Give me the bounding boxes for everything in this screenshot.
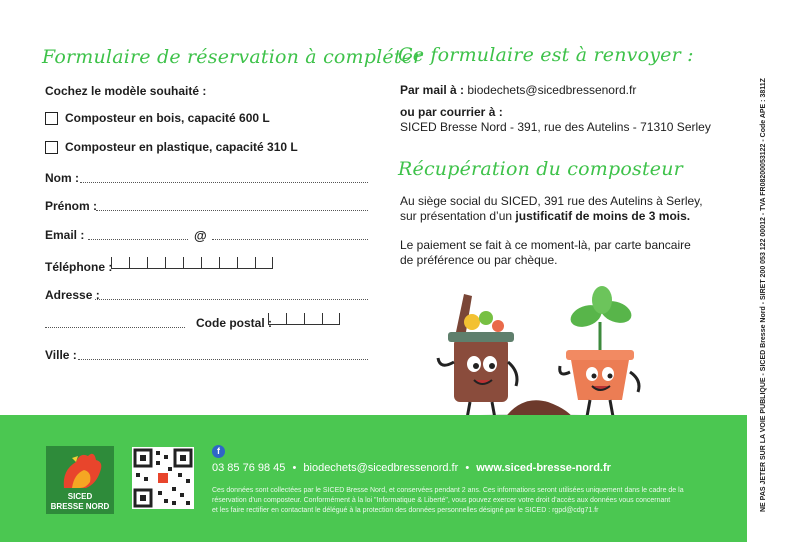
mail-line: [400, 82, 636, 98]
at-sign: @: [194, 228, 207, 243]
telephone-label: Téléphone :: [45, 260, 113, 274]
prenom-label: Prénom :: [45, 199, 98, 213]
contact-line: [212, 462, 611, 474]
recup-text-line1: Au siège social du SICED, 391 rue des Autelins à Serley,: [400, 194, 703, 208]
payment-line1: Le paiement se fait à ce moment-là, par carte bancaire: [400, 238, 691, 252]
legal-line: réservation d'un composteur. Conformément à la loi "Informatique & Liberté", vous pouvez exercer votre droit d'accès aux données vous concernant: [212, 497, 671, 504]
adresse-label: Adresse :: [45, 288, 100, 302]
code-postal-label: Code postal :: [196, 316, 273, 330]
separator: •: [465, 462, 470, 474]
logo-text-line1: SICED: [67, 492, 93, 501]
qr-code[interactable]: [132, 447, 194, 509]
website-link[interactable]: www.siced-bresse-nord.fr: [476, 462, 611, 474]
legal-line: Ces données sont collectées par le SICED Bresse Nord, et conservées pendant 2 ans. Ces informations seront utilisées uniquement dans le cadre de la: [212, 487, 684, 494]
adresse-field-line2[interactable]: [45, 327, 185, 328]
facebook-icon[interactable]: f: [212, 445, 225, 458]
prenom-field[interactable]: [96, 210, 368, 211]
recup-text-line2: [400, 208, 690, 224]
recup-text-bold: justificatif de moins de 3 mois.: [515, 209, 691, 223]
recuperation-title: Récupération du composteur: [398, 158, 683, 180]
email-domain-field[interactable]: [212, 239, 368, 240]
rooster-logo-icon: [46, 448, 114, 494]
adresse-field[interactable]: [95, 299, 368, 300]
option-label: Composteur en plastique, capacité 310 L: [65, 140, 298, 154]
courrier-label: ou par courrier à :: [400, 105, 503, 119]
nom-field[interactable]: [80, 182, 368, 183]
courrier-address: SICED Bresse Nord - 391, rue des Autelins - 71310 Serley: [400, 120, 711, 134]
form-title: Formulaire de réservation à compléter: [42, 46, 423, 68]
option-wood-composter[interactable]: [45, 111, 270, 125]
bin-character: [438, 294, 517, 430]
telephone-field[interactable]: [111, 257, 273, 269]
nom-label: Nom :: [45, 171, 79, 185]
email-label: Email :: [45, 228, 85, 242]
plant-character: [560, 286, 639, 429]
phone-number: 03 85 76 98 45: [212, 462, 286, 474]
recup-text-part: sur présentation d’un: [400, 209, 516, 223]
siced-logo: [46, 446, 114, 514]
email-user-field[interactable]: [88, 239, 188, 240]
logo-text-line2: BRESSE NORD: [50, 502, 110, 511]
legal-line: et les faire rectifier en contactant le délégué à la protection des données personnelles désigné par le SICED : rgpd@cdg71.fr: [212, 507, 599, 514]
separator: •: [292, 462, 297, 474]
checkbox[interactable]: [45, 112, 58, 125]
legal-notice: [212, 486, 742, 516]
code-postal-field[interactable]: [268, 313, 340, 325]
payment-line2: de préférence ou par chèque.: [400, 253, 558, 267]
option-label: Composteur en bois, capacité 600 L: [65, 111, 270, 125]
model-choice-label: Cochez le modèle souhaité :: [45, 84, 207, 98]
footer-email[interactable]: biodechets@sicedbressenord.fr: [303, 462, 459, 474]
checkbox[interactable]: [45, 141, 58, 154]
vertical-legal-text: NE PAS JETER SUR LA VOIE PUBLIQUE - SICED Bresse Nord - SIRET 200 053 122 00012 - TVA FR08200053122 - Code APE : 3811Z: [760, 78, 767, 512]
mail-address[interactable]: biodechets@sicedbressenord.fr: [467, 83, 637, 97]
option-plastic-composter[interactable]: [45, 140, 298, 154]
qr-code-icon: [132, 447, 194, 509]
ville-field[interactable]: [78, 359, 368, 360]
mail-label: Par mail à :: [400, 83, 465, 97]
ville-label: Ville :: [45, 348, 77, 362]
send-title: Ce formulaire est à renvoyer :: [398, 44, 694, 66]
